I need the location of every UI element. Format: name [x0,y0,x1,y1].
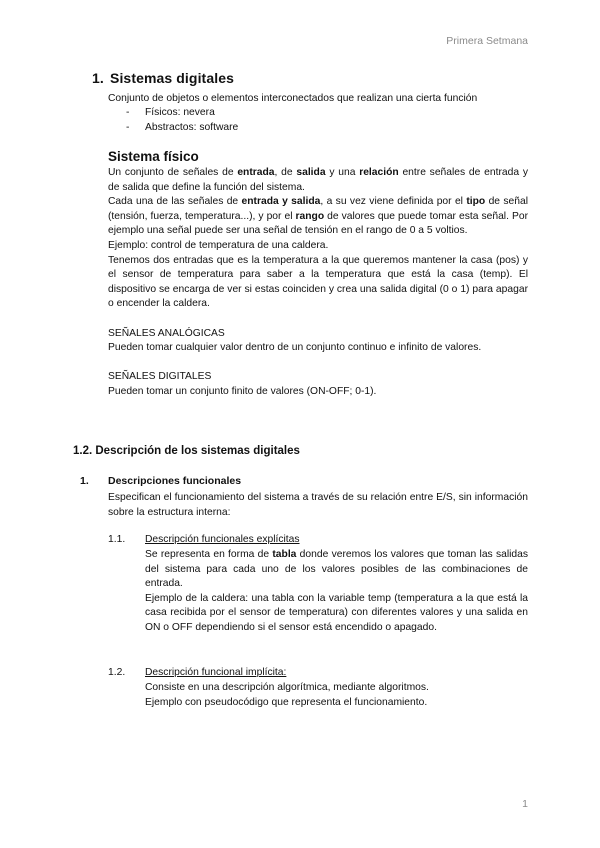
item-title: Descripciones funcionales [108,475,242,487]
text-run: entre señales de entrada y de salida que define la función del sistema. [108,167,528,193]
paragraph: Ejemplo: control de temperatura de una caldera. [108,239,329,251]
paragraph: Tenemos dos entradas que es la temperatura a la que queremos mantener la casa (pos) y el sensor de temperatura para saber a la temperatura que está la casa (temp). El dispositivo se encarga de ver si estas coinciden y crea una salida digital (0 o 1) para apagar o encender la caldera. [108,254,528,310]
text-run: , de [274,167,297,178]
paragraph: Ejemplo con pseudocódigo que representa el funcionamiento. [145,696,428,708]
paragraph: Especifican el funcionamiento del sistema a través de su relación entre E/S, sin información sobre la estructura interna: [108,492,528,518]
text-run: Un conjunto de señales de [108,167,238,178]
paragraph [145,548,528,592]
bold-term: entrada [237,167,275,178]
body-block [145,681,528,710]
paragraph: Ejemplo de la caldera: una tabla con la variable temp (temperatura a la que está la casa recibida por el sensor de temperatura) con diferentes valores y una salida en ON o OFF dependiendo si el sensor está encendido o apagado. [145,592,528,633]
text-run: donde veremos los valores que toman las salidas del sistema para cada uno de los valores posibles de las combinaciones de entrada. [145,549,529,590]
paragraph: Pueden tomar un conjunto finito de valores (ON-OFF; 0-1). [108,385,377,397]
subitem-number: 1.1. [108,534,126,545]
bullet-item: Abstractos: software [145,122,239,133]
text-run: Se representa en forma de [145,549,273,560]
text-run: , a su vez viene definida por el [320,196,467,208]
section-intro: Conjunto de objetos o elementos interconectados que realizan una cierta función [108,93,478,104]
text-run: de señal (tensión, fuerza, temperatura...), y por el [108,196,528,222]
page-header: Primera Setmana [446,35,528,47]
bullet-dash: - [126,122,130,133]
body-block [145,548,528,636]
bullet-item: Físicos: nevera [145,107,215,118]
bold-term: rango [295,210,325,222]
item-number: 1. [80,475,89,487]
section-heading: 1.2. Descripción de los sistemas digitales [73,445,300,457]
paragraph [108,195,528,239]
subsection-title: Sistema físico [108,149,199,164]
subitem-title: Descripción funcional implícita: [145,667,287,678]
bullet-dash: - [126,107,130,118]
subitem-number: 1.2. [108,667,126,678]
paragraph [108,166,528,195]
bold-term: entrada y salida [241,196,321,208]
text-run: de valores que puede tomar esta señal. Por ejemplo una señal puede ser una señal de tensión en el rango de 0 a 5 voltios. [108,210,528,237]
paragraph: Consiste en una descripción algorítmica, mediante algoritmos. [145,682,429,693]
signal-heading: SEÑALES DIGITALES [108,371,212,383]
text-run: Cada una de las señales de [108,196,242,208]
bold-term: relación [359,167,399,178]
section-number: 1. [92,70,104,86]
body-block [108,166,528,400]
bold-term: tabla [272,549,297,560]
bold-term: salida [296,167,326,178]
bold-term: tipo [466,196,486,208]
page-number: 1 [522,798,528,810]
subitem-title: Descripción funcionales explícitas [145,534,300,545]
section-title: Sistemas digitales [110,70,234,86]
paragraph: Pueden tomar cualquier valor dentro de un conjunto continuo e infinito de valores. [108,342,482,354]
signal-heading: SEÑALES ANALÓGICAS [108,327,225,339]
text-run: y una [325,167,360,178]
section-heading [92,70,234,86]
